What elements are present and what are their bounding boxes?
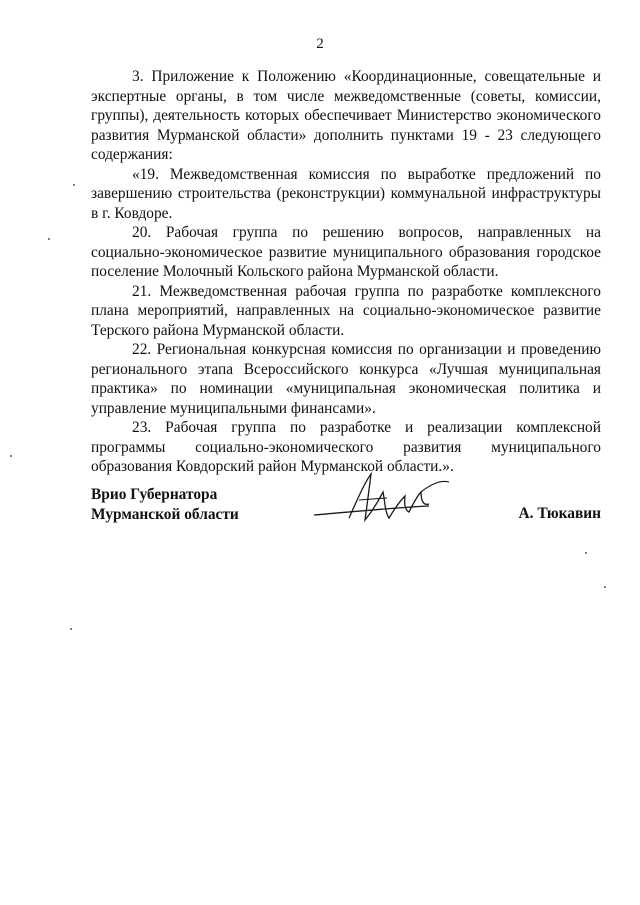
paragraph-20: 20. Рабочая группа по решению вопросов, направленных на социально-экономическое развитие муниципального образования городское поселение Молочный Кольского района Мурманской области. — [91, 224, 601, 280]
scan-speck — [73, 184, 75, 186]
signatory-position — [91, 485, 239, 524]
signature-block — [91, 485, 601, 545]
paragraph-22: 22. Региональная конкурсная комиссия по организации и проведению регионального этапа Всероссийского конкурса «Лучшая муниципальная практика» по номинации «муниципальная экономическая политика и управление муниципальными финансами». — [91, 341, 601, 417]
paragraph-19: «19. Межведомственная комиссия по выработке предложений по завершению строительства (реконструкции) коммунальной инфраструктуры в г. Ковдоре. — [91, 165, 601, 222]
scan-speck — [604, 586, 606, 588]
handwritten-signature — [309, 470, 459, 530]
page-number: 2 — [316, 36, 324, 52]
document-body — [91, 67, 601, 477]
scan-speck — [70, 628, 72, 630]
signatory-name: А. Тюкавин — [518, 505, 601, 522]
signatory-position-line1: Врио Губернатора — [91, 486, 218, 503]
paragraph-3: 3. Приложение к Положению «Координационные, совещательные и экспертные органы, в том числе межведомственные (советы, комиссии, группы), деятельность которых обеспечивает Министерство экономического развития Мурманской области» дополнить пунктами 19 - 23 следующего содержания: — [91, 68, 601, 163]
paragraph-23: 23. Рабочая группа по разработке и реализации комплексной программы социально-экономического развития муниципального образования Ковдорский район Мурманской области.». — [91, 419, 601, 475]
scan-speck — [585, 552, 587, 554]
scan-speck — [10, 455, 12, 457]
paragraph-21: 21. Межведомственная рабочая группа по разработке комплексного плана мероприятий, направленных на социально-экономическое развитие Терского района Мурманской области. — [91, 282, 601, 339]
signatory-position-line2: Мурманской области — [91, 505, 239, 523]
scan-speck — [48, 238, 50, 240]
